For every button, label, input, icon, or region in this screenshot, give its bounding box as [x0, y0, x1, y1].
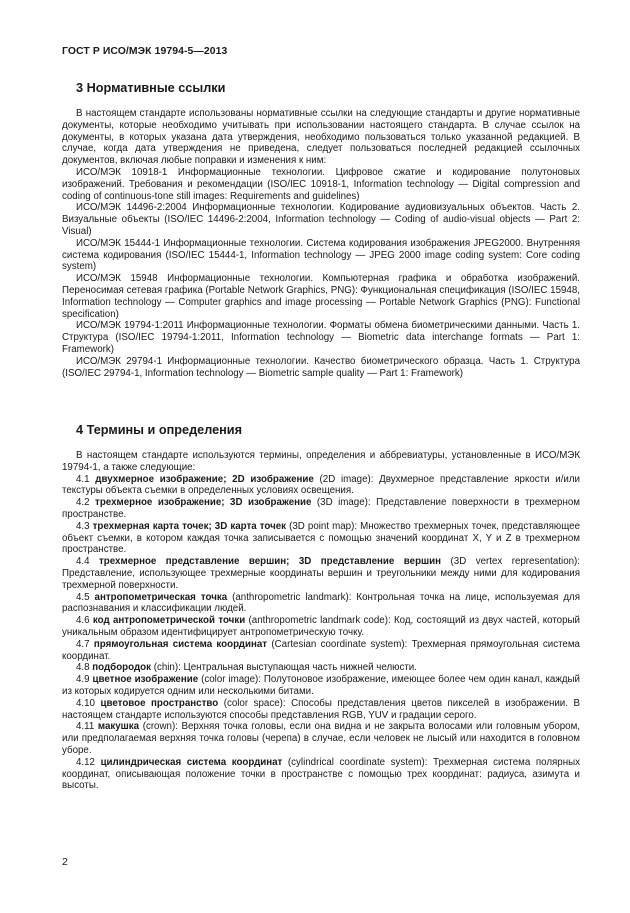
term-entry [62, 615, 580, 639]
reference-item: ИСО/МЭК 15948 Информационные технологии. Компьютерная графика и обработка изображений. Переносимая сетевая графика (Portable Network Graphics, PNG): Функциональная спецификация (ISO/IEC 15948, Information technology — Computer graphics and image processing — Portable Network Graphics (PNG): Functional specification) [62, 273, 580, 320]
term-number: 4.11 [76, 721, 95, 733]
term-entry [62, 721, 580, 756]
running-header: ГОСТ Р ИСО/МЭК 19794-5—2013 [62, 46, 228, 57]
term-number: 4.9 [76, 674, 90, 686]
term-entry [62, 497, 580, 521]
term-number: 4.12 [76, 756, 95, 768]
term-entry [62, 674, 580, 698]
term-number: 4.4 [76, 556, 90, 568]
reference-item: ИСО/МЭК 29794-1 Информационные технологии. Качество биометрического образца. Часть 1. Структура (ISO/IEC 29794-1, Information technology — Biometric sample quality — Part 1: Framework) [62, 355, 580, 379]
term-name: цветное изображение [92, 674, 199, 686]
term-definition: (color space): Способы представления цветов пикселей в изображении. В настоящем стандарте используются способы представления RGB, YUV и градации серого. [62, 697, 580, 721]
term-definition: (anthropometric landmark): Контрольная точка на лице, используемая для распознавания и классификации людей. [62, 591, 580, 615]
term-number: 4.5 [76, 591, 90, 603]
section-body [62, 108, 580, 379]
term-name: прямоугольная система координат [93, 638, 268, 650]
term-number: 4.3 [76, 520, 90, 532]
term-entry [62, 662, 580, 674]
reference-item: ИСО/МЭК 19794-1:2011 Информационные технологии. Форматы обмена биометрическими данными. Часть 1. Структура (ISO/IEC 19794-1:2011, Information technology — Biometric data interchange formats — Part 1: Framework) [62, 320, 580, 355]
section-heading: 4 Термины и определения [76, 423, 243, 437]
term-entry [62, 592, 580, 616]
term-name: подбородок [92, 662, 151, 674]
term-entry [62, 521, 580, 556]
reference-item: ИСО/МЭК 10918-1 Информационные технологии. Цифровое сжатие и кодирование полутоновых изображений. Требования и рекомендации (ISO/IEC 10918-1, Information technology — Digital compression and coding of continuous-tone still images: Requirements and guidelines) [62, 166, 580, 202]
paragraph: В настоящем стандарте использованы нормативные ссылки на следующие стандарты и другие нормативные документы, которые необходимо учитывать при использовании настоящего стандарта. В случае ссылок на документы, в которых указана дата утверждения, необходимо пользоваться только указанной редакцией. В случае, когда дата утверждения не приведена, следует пользоваться последней редакцией ссылочных документов, включая любые поправки и изменения к ним: [62, 108, 580, 167]
term-entry [62, 757, 580, 792]
term-definition: (3D vertex representation): Представление, использующее трехмерные координаты вершин и треугольники между ними для кодирования трехмерной поверхности. [62, 556, 580, 591]
section-heading: 3 Нормативные ссылки [76, 81, 226, 95]
section-normative-references [62, 80, 580, 379]
term-number: 4.1 [76, 473, 90, 485]
term-definition: (crown): Верхняя точка головы, если она видна и не закрыта волосами или головным убором, или предполагаемая верхняя точка головы (черепа) в случае, если человек не лысый или находится в головном уборе. [62, 721, 580, 756]
term-definition: (chin): Центральная выступающая часть нижней челюсти. [150, 662, 417, 674]
term-number: 4.8 [76, 662, 90, 674]
term-definition: (3D point map): Множество трехмерных точек, представляющее объект съемки, в котором каждая точка записывается с помощью значений координат X, Y и Z в трехмерном пространстве. [62, 520, 580, 556]
reference-item: ИСО/МЭК 15444-1 Информационные технологии. Система кодирования изображения JPEG2000. Внутренняя система кодирования (ISO/IEC 15444-1, Information technology — JPEG 2000 image coding system: Core coding system) [62, 237, 580, 273]
term-entry [62, 698, 580, 722]
section-terms-definitions [62, 422, 580, 792]
term-definition: (anthropometric landmark code): Код, состоящий из двух частей, который уникальным образом идентифицирует антропометрическую точку. [62, 615, 580, 638]
term-name: двухмерное изображение; 2D изображение [95, 473, 314, 485]
reference-item: ИСО/МЭК 14496-2:2004 Информационные технологии. Кодирование аудиовизуальных объектов. Часть 2. Визуальные объекты (ISO/IEC 14496-2:2004, Information technology — Coding of audio-visual objects — Part 2: Visual) [62, 202, 580, 237]
term-entry [62, 639, 580, 663]
term-name: макушка [97, 721, 140, 733]
term-number: 4.10 [76, 697, 95, 709]
term-definition: (3D image): Представление поверхности в трехмерном пространстве. [62, 497, 580, 520]
term-number: 4.6 [76, 615, 90, 627]
term-name: трехмерное представление вершин; 3D представление вершин [99, 556, 442, 568]
term-definition: (color image): Полутоновое изображение, имеющее более чем один канал, каждый из которых кодируется одним или несколькими битами. [62, 674, 581, 697]
term-definition: (cylindrical coordinate system): Трехмерная система полярных координат, описывающая положение точки в пространстве с помощью трех координат: радиуса, азимута и высоты. [62, 756, 580, 792]
term-number: 4.2 [76, 497, 90, 509]
term-entry [62, 474, 580, 498]
term-name: цилиндрическая система координат [100, 756, 283, 768]
section-body [62, 450, 580, 792]
term-name: код антропометрической точки [92, 615, 246, 627]
page-number: 2 [62, 856, 68, 868]
term-name: антропометрическая точка [94, 591, 228, 603]
term-definition: (2D image): Двухмерное представление яркости и/или текстуры объекта съемки в определенных условиях освещения. [62, 473, 581, 497]
term-definition: (Cartesian coordinate system): Трехмерная прямоугольная система координат. [62, 638, 580, 662]
term-entry [62, 556, 580, 591]
term-name: трехмерная карта точек; 3D карта точек [92, 520, 287, 532]
paragraph: В настоящем стандарте используются термины, определения и аббревиатуры, установленные в ИСО/МЭК 19794-1, а также следующие: [62, 450, 580, 473]
term-name: трехмерное изображение; 3D изображение [95, 497, 312, 509]
term-number: 4.7 [76, 638, 90, 650]
term-name: цветовое пространство [100, 697, 219, 709]
